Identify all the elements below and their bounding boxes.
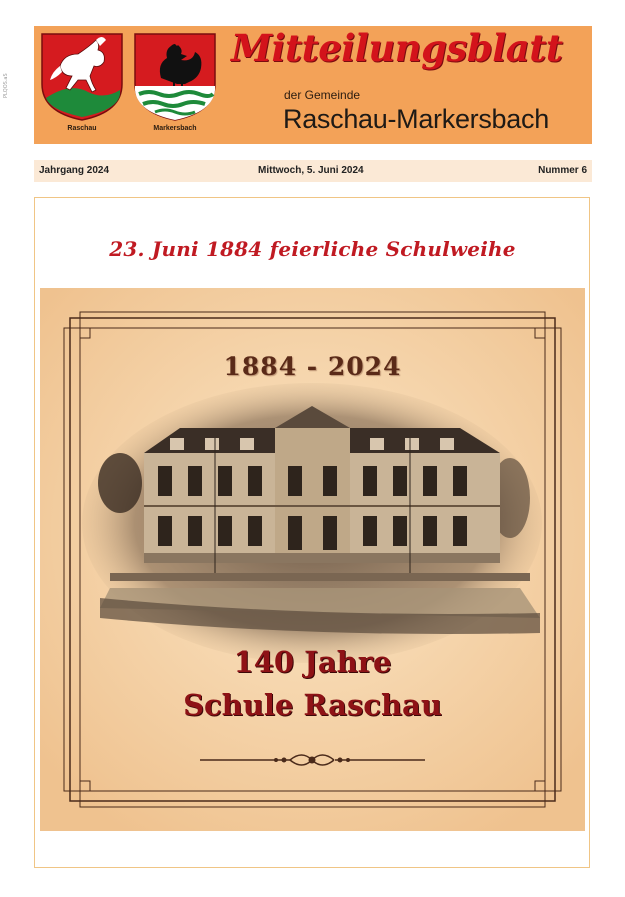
poster-title-line-2: Schule Raschau <box>183 688 442 722</box>
anniversary-years: 1884 - 2024 <box>223 352 402 381</box>
newsletter-subtitle: der Gemeinde <box>284 88 361 102</box>
crest-label-markersbach: Markersbach <box>153 125 197 132</box>
markersbach-coat-of-arms-icon <box>133 32 217 122</box>
issue-date: Mittwoch, 5. Juni 2024 <box>258 165 364 176</box>
volume-label: Jahrgang 2024 <box>39 165 110 176</box>
newsletter-title: Mitteilungsblatt <box>231 26 563 70</box>
masthead <box>34 26 592 144</box>
poster-title-line-1: 140 Jahre <box>233 645 392 679</box>
school-building-photo <box>82 383 542 663</box>
issue-number: Nummer 6 <box>538 165 587 176</box>
print-registration-mark: PLQOS.aS <box>3 73 9 98</box>
raschau-coat-of-arms-icon <box>40 32 124 122</box>
crest-label-raschau: Raschau <box>67 125 97 132</box>
article-headline: 23. Juni 1884 feierliche Schulweihe <box>109 237 516 261</box>
issue-info-bar <box>34 160 592 182</box>
municipality-name: Raschau-Markersbach <box>283 104 549 134</box>
